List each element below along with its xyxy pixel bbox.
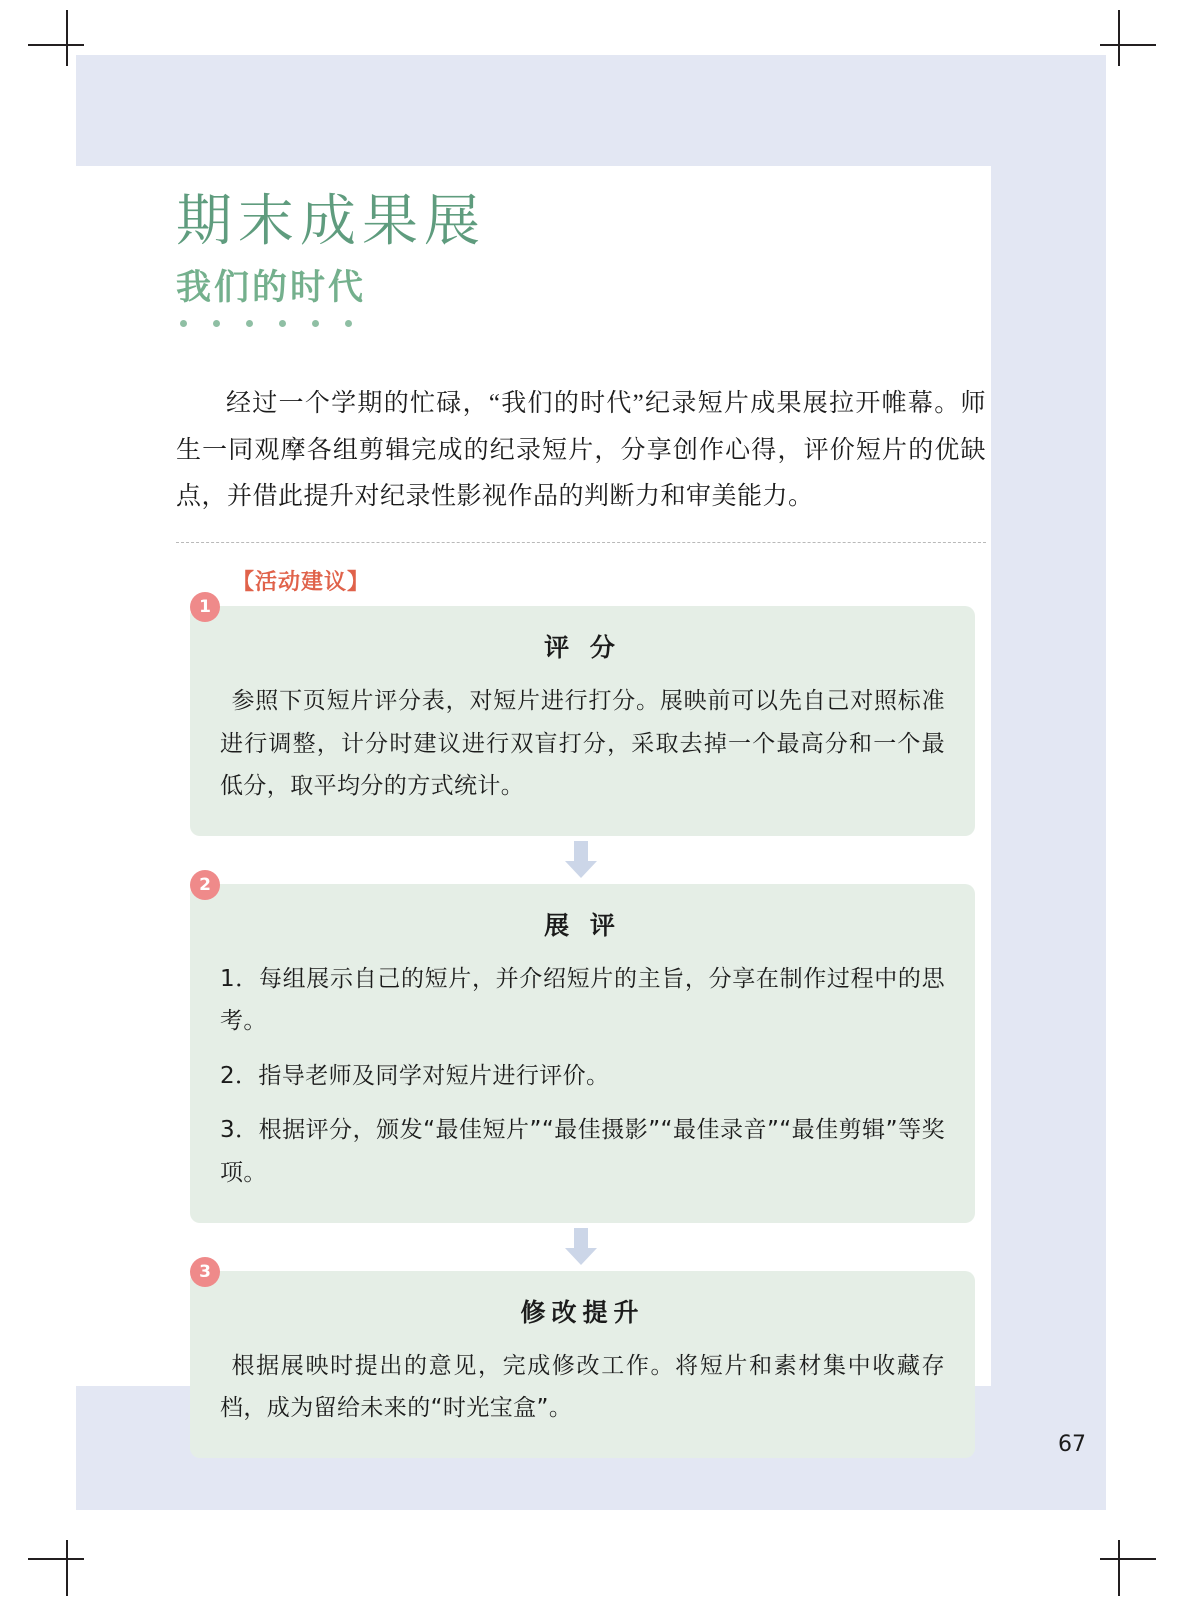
dot-6 [345, 320, 352, 327]
flow-arrow-2 [176, 1223, 986, 1271]
dot-5 [312, 320, 319, 327]
step-badge: 2 [190, 870, 220, 900]
page-title: 期末成果展 [176, 191, 486, 253]
intro-paragraph: 经过一个学期的忙碌，“我们的时代”纪录短片成果展拉开帷幕。师生一同观摩各组剪辑完成的纪录短片，分享创作心得，评价短片的优缺点，并借此提升对纪录性影视作品的判断力和审美能力。 [176, 390, 986, 510]
step-paragraph: 1．每组展示自己的短片，并介绍短片的主旨，分享在制作过程中的思考。 [220, 965, 945, 1035]
step-paragraph: 参照下页短片评分表，对短片进行打分。展映前可以先自己对照标准进行调整，计分时建议进行双盲打分，采取去掉一个最高分和一个最低分，取平均分的方式统计。 [220, 688, 945, 800]
section-divider [176, 542, 986, 543]
step-title: 展 评 [544, 910, 621, 940]
flow-arrow-1 [176, 836, 986, 884]
step-paragraph: 3．根据评分，颁发“最佳短片”“最佳摄影”“最佳录音”“最佳剪辑”等奖项。 [220, 1117, 945, 1186]
activity-suggestion-label: 【活动建议】 [232, 570, 371, 596]
crop-mark-bottom-left-h [28, 1558, 84, 1560]
page-content [176, 190, 986, 1458]
crop-mark-top-right-v [1118, 10, 1120, 66]
step-paragraph: 根据展映时提出的意见，完成修改工作。将短片和素材集中收藏存档，成为留给未来的“时光宝盒”。 [220, 1352, 945, 1422]
steps-list [176, 597, 986, 1457]
step-title: 修改提升 [520, 1297, 645, 1327]
decorative-dots [180, 320, 986, 327]
crop-mark-top-left-v [66, 10, 68, 66]
crop-mark-top-right-h [1100, 44, 1156, 46]
page-number: 67 [1058, 1432, 1086, 1457]
dot-1 [180, 320, 187, 327]
crop-mark-bottom-left-v [66, 1540, 68, 1596]
arrow-down-icon [564, 841, 598, 879]
step-title: 评 分 [544, 633, 621, 663]
step-badge: 3 [190, 1257, 220, 1287]
arrow-down-icon [564, 1228, 598, 1266]
dot-2 [213, 320, 220, 327]
step-body [220, 958, 945, 1195]
step-block [190, 874, 975, 1223]
dot-3 [246, 320, 253, 327]
crop-mark-top-left-h [28, 44, 84, 46]
dot-4 [279, 320, 286, 327]
page-subtitle: 我们的时代 [176, 268, 367, 309]
step-body [220, 680, 945, 808]
step-badge: 1 [190, 592, 220, 622]
step-paragraph: 2．指导老师及同学对短片进行评价。 [220, 1062, 610, 1089]
crop-mark-bottom-right-v [1118, 1540, 1120, 1596]
step-block [190, 1261, 975, 1458]
step-block [190, 597, 975, 836]
crop-mark-bottom-right-h [1100, 1558, 1156, 1560]
step-body [220, 1345, 945, 1430]
